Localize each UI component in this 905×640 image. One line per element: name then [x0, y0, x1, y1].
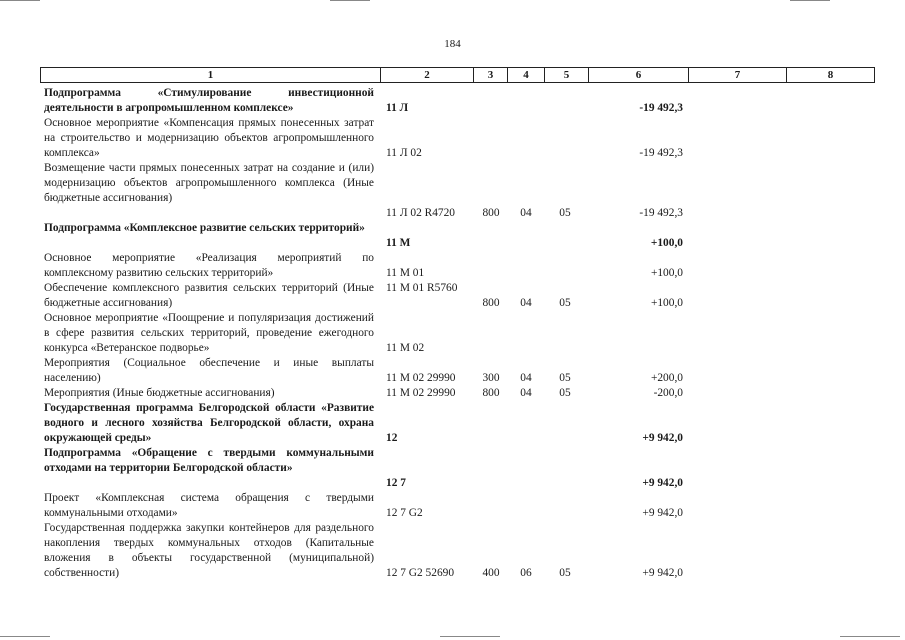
row-col-4: 04: [520, 207, 532, 219]
row-code: 11 Л 02: [386, 147, 422, 159]
row-amount: +9 942,0: [642, 507, 683, 519]
header-col-5: 5: [545, 67, 589, 83]
row-code: 11 М 02: [386, 342, 425, 354]
row-amount: -19 492,3: [639, 207, 683, 219]
header-col-6: 6: [589, 67, 689, 83]
row-code: 11 Л: [386, 102, 409, 114]
row-name: Возмещение части прямых понесенных затрат на создание и (или) модернизацию объектов агропромышленного комплекса (Иные бюджетные ассигнования): [44, 162, 374, 204]
scan-edge-mark: [330, 0, 370, 1]
row-amount: -19 492,3: [639, 147, 683, 159]
row-name: Подпрограмма «Стимулирование инвестиционной деятельности в агропромышленном комплексе»: [44, 87, 374, 114]
row-amount: +100,0: [650, 237, 683, 249]
row-col-4: 04: [520, 297, 532, 309]
row-col-3: 400: [482, 567, 500, 579]
page-number: 184: [444, 38, 461, 50]
row-name: Мероприятия (Социальное обеспечение и иные выплаты населению): [44, 357, 374, 384]
row-code: 11 Л 02 R4720: [386, 207, 456, 219]
header-col-2: 2: [381, 67, 474, 83]
row-col-3: 800: [482, 207, 500, 219]
row-name: Государственная программа Белгородской области «Развитие водного и лесного хозяйства Белгородской области, охрана окружающей среды»: [44, 402, 374, 444]
row-col-4: 04: [520, 387, 532, 399]
row-name: Основное мероприятие «Реализация мероприятий по комплексному развитию сельских территорий»: [44, 252, 374, 279]
row-name: Основное мероприятие «Поощрение и популяризация достижений в сфере развития сельских территорий, проведение ежегодного конкурса «Ветеранское подворье»: [44, 312, 374, 354]
header-col-8: 8: [787, 67, 875, 83]
row-col-5: 05: [559, 387, 571, 399]
row-amount: +100,0: [650, 267, 683, 279]
row-col-5: 05: [559, 372, 571, 384]
scan-edge-mark: [0, 0, 40, 1]
row-code: 11 М 01: [386, 267, 425, 279]
row-name: Мероприятия (Иные бюджетные ассигнования): [44, 387, 275, 399]
row-code: 11 М 01 R5760: [386, 282, 458, 294]
row-name: Государственная поддержка закупки контейнеров для раздельного накопления твердых коммунальных отходов (Капитальные вложения в объекты государственной (муниципальной) собственности): [44, 522, 374, 579]
row-col-5: 05: [559, 297, 571, 309]
row-amount: +9 942,0: [642, 477, 683, 489]
header-col-3: 3: [474, 67, 508, 83]
row-amount: +100,0: [650, 297, 683, 309]
row-col-3: 300: [482, 372, 500, 384]
row-name: Подпрограмма «Обращение с твердыми коммунальными отходами на территории Белгородской области»: [44, 447, 374, 474]
row-code: 12: [386, 432, 398, 444]
row-code: 12 7: [386, 477, 406, 489]
scan-edge-mark: [0, 636, 50, 637]
row-col-5: 05: [559, 567, 571, 579]
header-col-7: 7: [689, 67, 787, 83]
row-name: Проект «Комплексная система обращения с твердыми коммунальными отходами»: [44, 492, 374, 519]
row-code: 11 М: [386, 237, 411, 249]
row-col-4: 06: [520, 567, 532, 579]
row-amount: -200,0: [653, 387, 683, 399]
row-col-5: 05: [559, 207, 571, 219]
scan-edge-mark: [840, 636, 900, 637]
header-col-1: 1: [40, 67, 381, 83]
row-amount: +200,0: [650, 372, 683, 384]
row-col-3: 800: [482, 387, 500, 399]
row-name: Подпрограмма «Комплексное развитие сельских территорий»: [44, 222, 365, 234]
row-code: 12 7 G2: [386, 507, 423, 519]
scan-edge-mark: [440, 636, 500, 637]
header-col-4: 4: [508, 67, 545, 83]
row-code: 12 7 G2 52690: [386, 567, 455, 579]
row-col-3: 800: [482, 297, 500, 309]
row-name: Основное мероприятие «Компенсация прямых понесенных затрат на строительство и модернизацию объектов агропромышленного комплекса»: [44, 117, 374, 159]
row-name: Обеспечение комплексного развития сельских территорий (Иные бюджетные ассигнования): [44, 282, 374, 309]
row-code: 11 М 02 29990: [386, 387, 456, 399]
row-code: 11 М 02 29990: [386, 372, 456, 384]
row-amount: -19 492,3: [639, 102, 683, 114]
row-amount: +9 942,0: [642, 567, 683, 579]
row-amount: +9 942,0: [642, 432, 683, 444]
scan-edge-mark: [790, 0, 830, 1]
row-col-4: 04: [520, 372, 532, 384]
